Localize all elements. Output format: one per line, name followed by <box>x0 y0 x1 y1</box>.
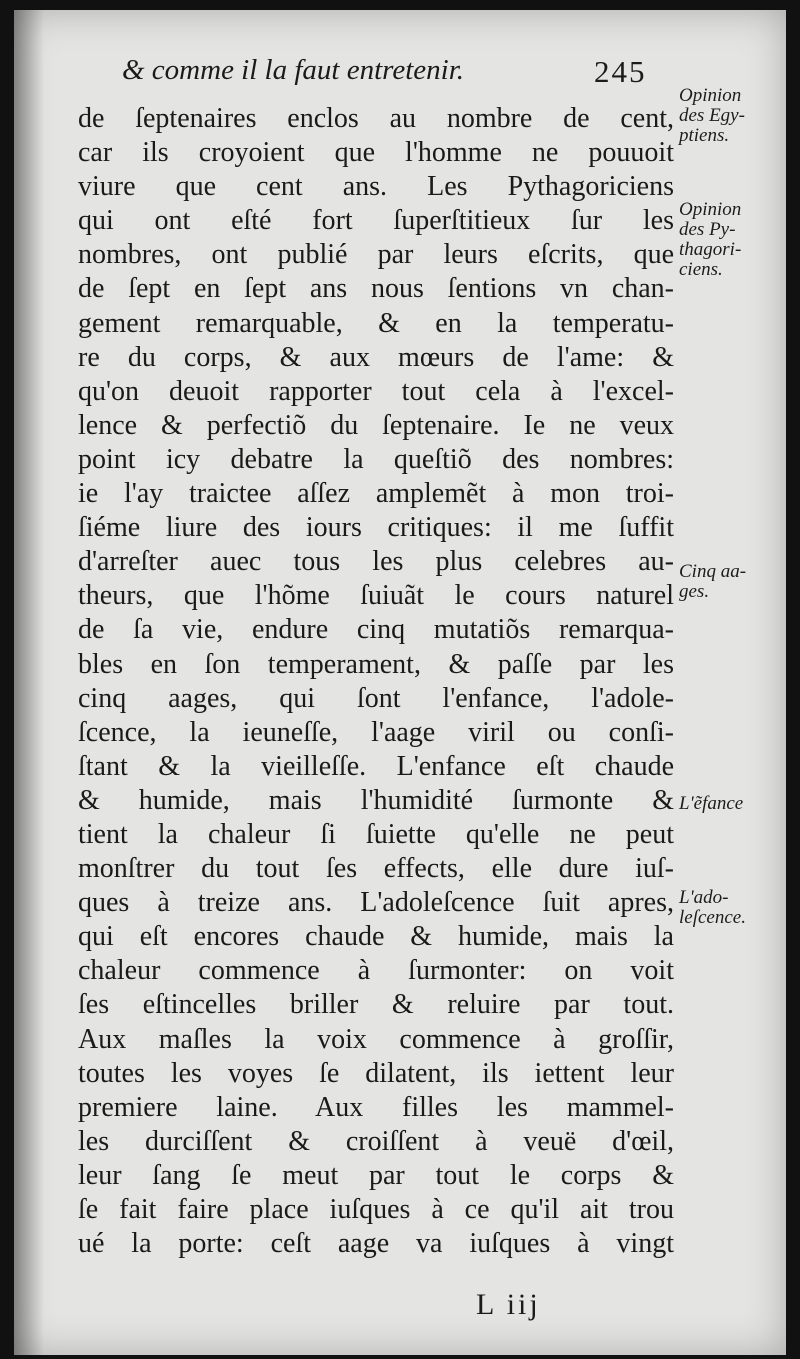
text-line: de ſeptenaires enclos au nombre de cent, <box>78 103 674 134</box>
text-line: qui eſt encores chaude & humide, mais la <box>78 921 674 953</box>
body-text <box>78 102 674 1261</box>
text-line: theurs, que l'hõme ſuiuãt le cours naturel <box>78 580 674 612</box>
text-line: toutes les voyes ſe dilatent, ils iettent leur <box>78 1057 674 1089</box>
text-line: & humide, mais l'humidité ſurmonte & <box>78 784 674 816</box>
text-line: chaleur commence à ſurmonter: on voit <box>78 955 674 987</box>
text-line: monſtrer du tout ſes effects, elle dure iuſ- <box>78 853 674 885</box>
margin-note-line: des Py- <box>679 219 736 240</box>
margin-note-line: L'ẽfance <box>679 793 744 814</box>
margin-note-adolescence <box>679 888 791 928</box>
margin-note-five-ages <box>679 562 791 602</box>
margin-note-line: ges. <box>679 581 710 602</box>
text-line: cinq aages, qui ſont l'enfance, l'adole- <box>78 682 674 714</box>
text-line: ſe fait faire place iuſques à ce qu'il ait trou <box>78 1194 674 1225</box>
text-line: tient la chaleur ſi ſuiette qu'elle ne peut <box>78 818 674 850</box>
text-line: leur ſang ſe meut par tout le corps & <box>78 1159 674 1191</box>
margin-note-line: leſcence. <box>679 907 746 928</box>
signature-mark: L iij <box>476 1288 541 1321</box>
margin-note-line: des Egy- <box>679 105 745 126</box>
running-title: & comme il la faut entretenir. <box>122 54 465 86</box>
text-line: Aux maſles la voix commence à groſſir, <box>78 1023 674 1055</box>
text-line: ué la porte: ceſt aage va iuſques à vingt <box>78 1228 674 1260</box>
text-line: de ſa vie, endure cinq mutatiõs remarqua- <box>78 614 674 646</box>
text-line: de ſept en ſept ans nous ſentions vn chan- <box>78 273 674 305</box>
margin-note-line: ciens. <box>679 259 723 280</box>
text-line: d'arreſter auec tous les plus celebres au- <box>78 546 674 578</box>
margin-note-line: L'ado- <box>679 887 729 908</box>
text-line: bles en ſon temperament, & paſſe par les <box>78 648 674 680</box>
margin-note-line: Opinion <box>679 85 742 106</box>
text-line: ſiéme liure des iours critiques: il me ſuffit <box>78 512 674 544</box>
margin-note-pythagoreans <box>679 200 791 280</box>
text-line: lence & perfectiõ du ſeptenaire. Ie ne veux <box>78 409 674 441</box>
text-line: ſtant & la vieilleſſe. L'enfance eſt chaude <box>78 750 674 782</box>
text-line: premiere laine. Aux filles les mammel- <box>78 1091 674 1123</box>
margin-note-egyptians <box>679 86 791 146</box>
text-line: point icy debatre la queſtiõ des nombres: <box>78 443 674 475</box>
margin-note-line: thagori- <box>679 239 742 260</box>
text-line: ſcence, la ieuneſſe, l'aage viril ou conſi- <box>78 716 674 748</box>
text-line: gement remarquable, & en la temperatu- <box>78 307 674 339</box>
margin-note-line: Cinq aa- <box>679 561 747 582</box>
page-number: 245 <box>594 54 647 89</box>
text-line: qui ont eſté fort ſuperſtitieux ſur les <box>78 205 674 237</box>
text-line: les durciſſent & croiſſent à veuë d'œil, <box>78 1125 674 1157</box>
text-line: qu'on deuoit rapporter tout cela à l'excel- <box>78 375 674 407</box>
text-line: ie l'ay traictee aſſez amplemẽt à mon troi- <box>78 478 674 510</box>
margin-note-line: ptiens. <box>679 125 730 146</box>
text-line: re du corps, & aux mœurs de l'ame: & <box>78 341 674 373</box>
margin-note-childhood <box>679 794 791 814</box>
book-page <box>14 10 786 1355</box>
text-line: nombres, ont publié par leurs eſcrits, que <box>78 239 674 271</box>
text-line: viure que cent ans. Les Pythagoriciens <box>78 171 674 203</box>
text-line: ſes eſtincelles briller & reluire par tout. <box>78 989 674 1021</box>
text-line: car ils croyoient que l'homme ne pouuoit <box>78 137 674 169</box>
running-head <box>112 50 672 100</box>
text-line: ques à treize ans. L'adoleſcence ſuit apres, <box>78 887 674 919</box>
margin-note-line: Opinion <box>679 199 742 220</box>
